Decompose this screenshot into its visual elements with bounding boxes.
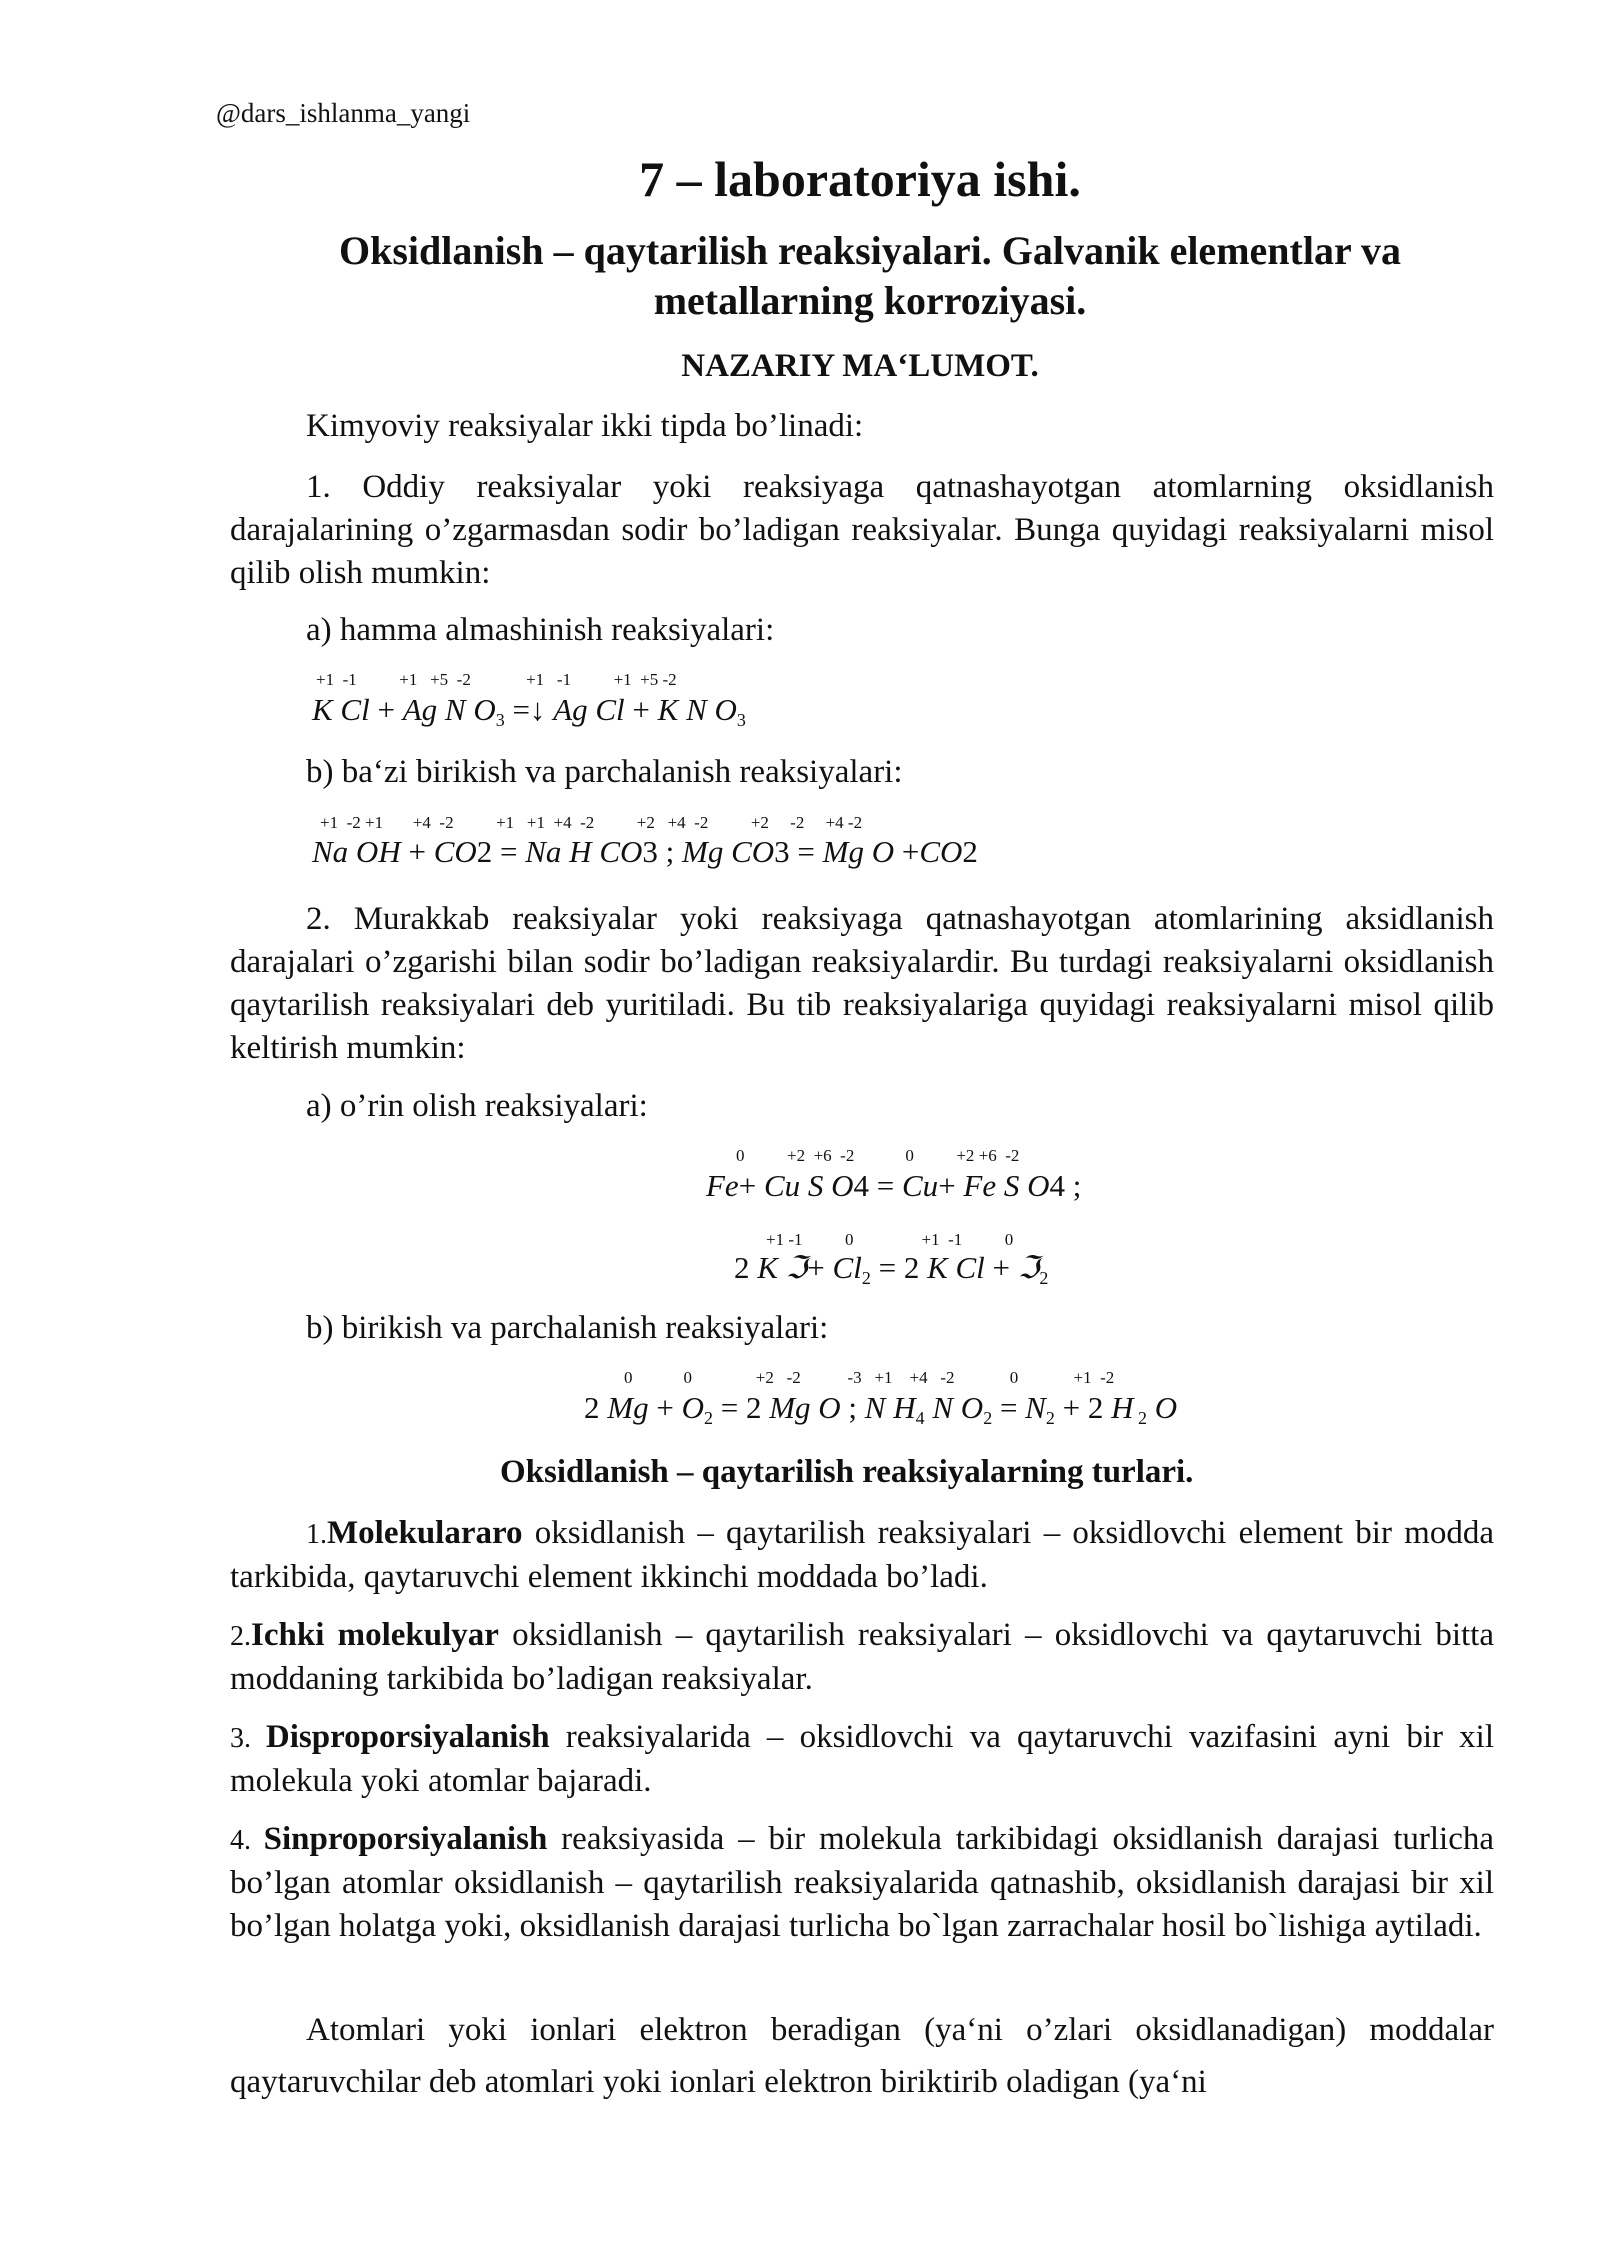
equation-5	[584, 1390, 1177, 1426]
types-heading: Oksidlanish – qaytarilish reaksiyalarning turlari.	[500, 1454, 1194, 1490]
coefficient: 2	[1087, 1390, 1112, 1425]
formula: H	[1111, 1390, 1134, 1425]
type-3-text: reaksiyalarida – oksidlovchi va qaytaruvchi vazifasini ayni bir xil molekula yoki atomlar bajaradi.	[230, 1719, 1494, 1799]
type-3-paragraph	[230, 1716, 1494, 1803]
formula: Cl	[832, 1250, 862, 1285]
equation-3	[706, 1168, 1081, 1204]
formula: Fe	[706, 1168, 739, 1203]
type-2-paragraph	[230, 1614, 1494, 1701]
separator: ;	[1065, 1168, 1082, 1203]
formula: N H	[864, 1390, 916, 1425]
formula: K N O	[657, 692, 737, 727]
formula: N O	[924, 1390, 984, 1425]
formula: K Cl	[312, 692, 370, 727]
formula: Cu	[902, 1168, 939, 1203]
type-1-paragraph	[230, 1512, 1494, 1599]
page-title: 7 – laboratoriya ishi.	[639, 151, 1081, 207]
formula: K ℑ	[757, 1250, 808, 1285]
section-heading: NAZARIY MA‘LUMOT.	[681, 348, 1039, 384]
coefficient: 4	[853, 1168, 870, 1203]
subscript: 3	[495, 710, 505, 730]
subscript: 2	[703, 1408, 713, 1428]
separator: ;	[657, 834, 683, 869]
paragraph-1a: a) hamma almashinish reaksiyalari:	[306, 612, 775, 648]
operator: +	[648, 1390, 682, 1425]
subscript: 2	[1133, 1408, 1147, 1428]
operator: =↓	[504, 692, 554, 727]
formula: Na H CO	[525, 834, 643, 869]
formula: Mg O	[822, 834, 895, 869]
paragraph-2	[230, 898, 1494, 1070]
coefficient: 4	[1049, 1168, 1066, 1203]
coefficient: 2	[903, 1250, 928, 1285]
equation-2	[312, 834, 978, 870]
formula: CO	[433, 834, 477, 869]
operator: =	[712, 1390, 746, 1425]
formula: CO	[919, 834, 963, 869]
paragraph-2a: a) o’rin olish reaksiyalari:	[306, 1088, 648, 1124]
type-1-number: 1.	[306, 1519, 327, 1550]
type-1-text: oksidlanish – qaytarilish reaksiyalari – oksidlovchi element bir modda tarkibida, qaytaruvchi element ikkinchi moddada bo’ladi.	[230, 1515, 1494, 1595]
coefficient: 3	[642, 834, 658, 869]
operator: +	[738, 1168, 764, 1203]
operator: +	[1054, 1390, 1088, 1425]
type-2-number: 2.	[230, 1621, 251, 1652]
formula: Na OH	[312, 834, 401, 869]
operator: =	[492, 834, 526, 869]
subscript: 2	[1045, 1408, 1055, 1428]
formula: Cu S O	[763, 1168, 854, 1203]
formula: O	[681, 1390, 704, 1425]
paragraph-1	[230, 466, 1494, 595]
equation-3-oxidation-states: 0 +2 +6 -2 0 +2 +6 -2	[736, 1146, 1020, 1165]
subscript: 2	[983, 1408, 993, 1428]
type-1-term: Molekulararo	[327, 1515, 523, 1551]
type-2-term: Ichki molekulyar	[251, 1617, 499, 1653]
type-4-number: 4.	[230, 1825, 264, 1856]
final-paragraph-text: Atomlari yoki ionlari elektron beradigan (ya‘ni o’zlari oksidlanadigan) moddalar qaytaruvchilar deb atomlari yoki ionlari elektron biriktirib oladigan (ya‘ni	[230, 2012, 1494, 2100]
coefficient: 2	[584, 1390, 608, 1425]
formula: Mg	[607, 1390, 649, 1425]
equation-4-oxidation-states: +1 -1 0 +1 -1 0	[766, 1230, 1014, 1249]
type-3-number: 3.	[230, 1723, 266, 1754]
operator: +	[984, 1250, 1018, 1285]
coefficient: 3	[774, 834, 790, 869]
type-4-paragraph	[230, 1818, 1494, 1948]
operator: =	[870, 1250, 904, 1285]
operator: +	[369, 692, 403, 727]
equation-2-oxidation-states: +1 -2 +1 +4 -2 +1 +1 +4 -2 +2 +4 -2 +2 -2 +4 -2	[320, 813, 863, 832]
subscript: 2	[861, 1268, 871, 1288]
subscript: 3	[736, 710, 746, 730]
paragraph-2-text: 2. Murakkab reaksiyalar yoki reaksiyaga qatnashayotgan atomlarining aksidlanish darajalari o’zgarishi bilan sodir bo’ladigan reaksiyalardir. Bu turdagi reaksiyalarni oksidlanish qaytarilish reaksiyalari deb yuritiladi. Bu tib reaksiyalariga quyidagi reaksiyalarni misol qilib keltirish mumkin:	[230, 901, 1494, 1066]
operator: =	[992, 1390, 1026, 1425]
operator: =	[869, 1168, 902, 1203]
paragraph-1b: b) ba‘zi birikish va parchalanish reaksiyalari:	[306, 754, 903, 790]
subscript: 4	[915, 1408, 925, 1428]
formula: ℑ	[1017, 1250, 1040, 1285]
coefficient: 2	[745, 1390, 770, 1425]
separator: ;	[840, 1390, 865, 1425]
channel-handle: @dars_ishlanma_yangi	[216, 98, 471, 128]
formula: Ag N O	[402, 692, 496, 727]
formula: Ag Cl	[553, 692, 625, 727]
formula: N	[1025, 1390, 1046, 1425]
paragraph-1-text: 1. Oddiy reaksiyalar yoki reaksiyaga qatnashayotgan atomlarning oksidlanish darajalarining o’zgarmasdan sodir bo’ladigan reaksiyalar. Bunga quyidagi reaksiyalarni misol qilib olish mumkin:	[230, 469, 1494, 591]
coefficient: 2	[962, 834, 978, 869]
operator: =	[789, 834, 823, 869]
intro-paragraph: Kimyoviy reaksiyalar ikki tipda bo’linadi:	[306, 408, 864, 444]
equation-1	[312, 692, 746, 728]
coefficient: 2	[734, 1250, 758, 1285]
coefficient: 2	[476, 834, 493, 869]
equation-1-oxidation-states: +1 -1 +1 +5 -2 +1 -1 +1 +5 -2	[316, 670, 677, 689]
formula: Mg CO	[682, 834, 775, 869]
equation-5-oxidation-states: 0 0 +2 -2 -3 +1 +4 -2 0 +1 -2	[624, 1368, 1115, 1387]
operator: +	[624, 692, 658, 727]
operator: +	[894, 834, 920, 869]
type-3-term: Disproporsiyalanish	[265, 1719, 550, 1755]
final-paragraph	[230, 2004, 1494, 2108]
formula: O	[1146, 1390, 1178, 1425]
formula: Mg O	[769, 1390, 841, 1425]
formula: K Cl	[927, 1250, 985, 1285]
equation-4	[734, 1250, 1048, 1286]
operator: +	[400, 834, 434, 869]
operator: +	[807, 1250, 833, 1285]
operator: +	[938, 1168, 964, 1203]
subscript: 2	[1039, 1268, 1049, 1288]
type-2-text: oksidlanish – qaytarilish reaksiyalari – oksidlovchi va qaytaruvchi bitta moddaning tarkibida bo’ladigan reaksiyalar.	[230, 1617, 1494, 1697]
type-4-term: Sinproporsiyalanish	[263, 1821, 548, 1857]
type-4-text: reaksiyasida – bir molekula tarkibidagi oksidlanish darajasi turlicha bo’lgan atomlar oksidlanish – qaytarilish reaksiyalarida qatnashib, oksidlanish darajasi bir xil bo’lgan holatga yoki, oksidlanish darajasi turlicha bo`lgan zarrachalar hosil bo`lishiga aytiladi.	[230, 1821, 1495, 1944]
formula: Fe S O	[963, 1168, 1050, 1203]
paragraph-2b: b) birikish va parchalanish reaksiyalari:	[306, 1310, 829, 1346]
page-subtitle: Oksidlanish – qaytarilish reaksiyalari. Galvanik elementlar va metallarning korroziyasi.	[339, 228, 1401, 323]
